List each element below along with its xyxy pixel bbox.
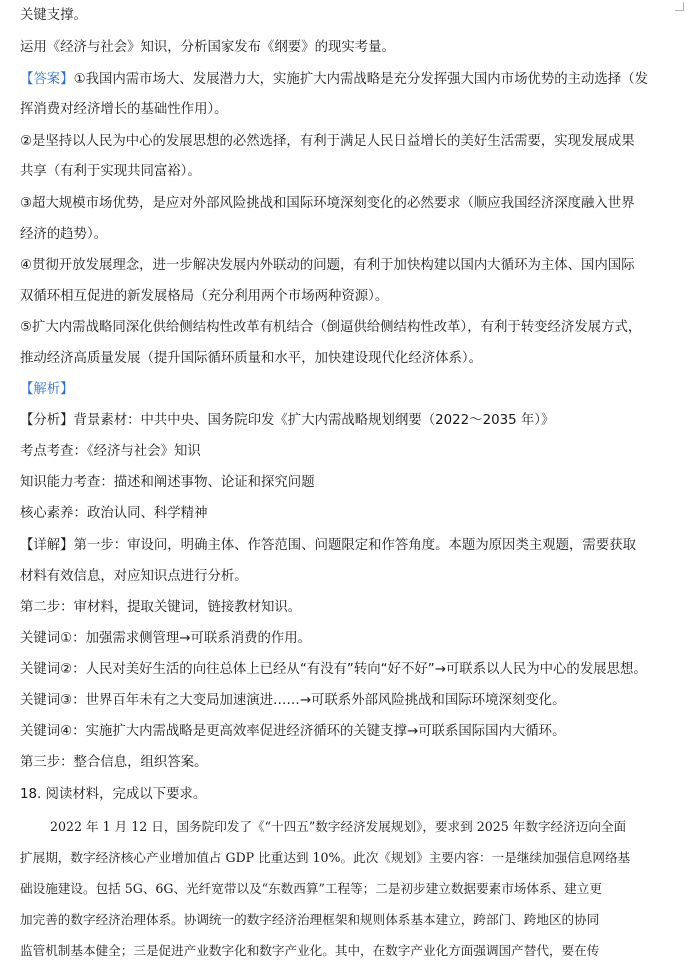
text-line: 第二步：审材料，提取关键词，链接教材知识。	[20, 600, 302, 615]
answer-tag: 【答案】	[20, 72, 74, 87]
text-line: 关键词④：实施扩大内需战略是更高效率促进经济循环的关键支撑→可联系国际国内大循环。	[20, 724, 566, 739]
text-line: 第三步：整合信息，组织答案。	[20, 755, 208, 770]
material-line: 2022 年 1 月 12 日，国务院印发了《“十四五”数字经济发展规划》，要求到 2025 年数字经济迈向全面	[50, 819, 627, 834]
material-line: 扩展期，数字经济核心产业增加值占 GDP 比重达到 10%。此次《规划》主要内容：一是继续加强信息网络基	[20, 850, 631, 865]
answer-line	[20, 70, 680, 90]
text-line: 经济的趋势）。	[20, 227, 108, 242]
text-line: 核心素养：政治认同、科学精神	[20, 506, 208, 521]
question-heading: 18. 阅读材料，完成以下要求。	[20, 787, 207, 802]
analysis-line	[20, 380, 680, 400]
text-line: ④贯彻开放发展理念，进一步解决发展内外联动的问题，有利于加快构建以国内大循环为主体、国内国际	[20, 258, 635, 273]
text-line: 材料有效信息，对应知识点进行分析。	[20, 569, 248, 584]
answer-text: ①我国内需市场大、发展潜力大，实施扩大内需战略是充分发挥强大国内市场优势的主动选择（发	[73, 72, 648, 87]
material-line: 础设施建设。包括 5G、6G、光纤宽带以及“东数西算”工程等；二是初步建立数据要素市场体系、建立更	[20, 881, 602, 896]
question-prompt: 运用《经济与社会》知识，分析国家发布《纲要》的现实考量。	[20, 40, 395, 55]
text-line: 知识能力考查：描述和阐述事物、论证和探究问题	[20, 475, 315, 490]
text-line: ③超大规模市场优势，是应对外部风险挑战和国际环境深刻变化的必然要求（顺应我国经济深度融入世界	[20, 196, 635, 211]
material-line: 监管机制基本健全；三是促进产业数字化和数字产业化。其中，在数字产业化方面强调国产替代，要在传	[20, 943, 600, 958]
text-line: ⑤扩大内需战略同深化供给侧结构性改革有机结合（倒逼供给侧结构性改革），有利于转变经济发展方式，	[20, 320, 642, 335]
analysis-tag: 【解析】	[20, 382, 74, 397]
text-line: 共享（有利于实现共同富裕）。	[20, 164, 201, 179]
text-line: 关键词②：人民对美好生活的向往总体上已经从“有没有”转向“好不好”→可联系以人民为中心的发展思想。	[20, 662, 647, 677]
text-line: 推动经济高质量发展（提升国际循环质量和水平，加快建设现代化经济体系）。	[20, 351, 482, 366]
text-line: 挥消费对经济增长的基础性作用）。	[20, 102, 228, 117]
text-line: ②是坚持以人民为中心的发展思想的必然选择，有利于满足人民日益增长的美好生活需要，实现发展成果	[20, 134, 635, 149]
text-line: 考点考查：《经济与社会》知识	[20, 444, 201, 459]
text-line: 关键词③：世界百年未有之大变局加速演进……→可联系外部风险挑战和国际环境深刻变化。	[20, 693, 566, 708]
material-line: 加完善的数字经济治理体系。协调统一的数字经济治理框架和规则体系基本建立，跨部门、跨地区的协同	[20, 912, 600, 927]
text-line: 关键词①：加强需求侧管理→可联系消费的作用。	[20, 631, 312, 646]
text-line: 双循环相互促进的新发展格局（充分利用两个市场两种资源）。	[20, 289, 389, 304]
text-line: 关键支撑。	[20, 8, 87, 23]
text-line: 【详解】第一步：审设问，明确主体、作答范围、问题限定和作答角度。本题为原因类主观题，需要获取	[20, 538, 636, 553]
text-line: 【分析】背景素材：中共中央、国务院印发《扩大内需战略规划纲要（2022～2035 年）》	[20, 413, 555, 428]
